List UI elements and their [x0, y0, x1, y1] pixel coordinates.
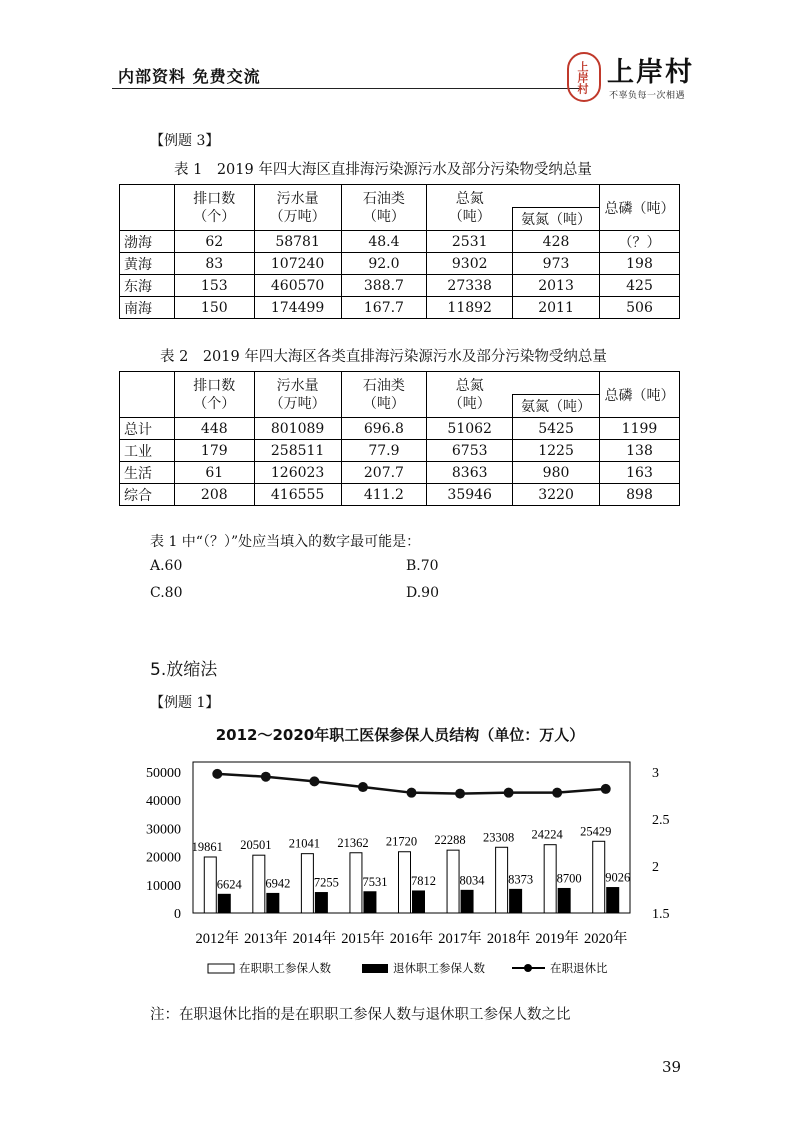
col-outlets: 排口数: [193, 377, 236, 394]
table1-cell: 27338: [427, 275, 513, 297]
bar-retired-workers: [510, 889, 522, 913]
table2-cell: 448: [174, 418, 254, 440]
table1-cell: 2011: [513, 297, 600, 319]
table1-cell: 460570: [254, 275, 341, 297]
table2-cell: 51062: [427, 418, 513, 440]
table2-row-header: 总计: [120, 418, 175, 440]
table1-cell: 58781: [254, 231, 341, 253]
data-label-active: 25429: [580, 824, 612, 839]
brand-slogan: 不辜负每一次相遇: [609, 91, 686, 101]
ratio-point: [504, 788, 514, 798]
x-tick-label: 2020年: [583, 931, 628, 947]
x-tick-label: 2019年: [535, 931, 579, 947]
data-label-retired: 7812: [411, 873, 436, 888]
ratio-point: [601, 784, 611, 794]
bar-retired-workers: [218, 894, 230, 913]
table2-title: 表 2 2019 年四大海区各类直排海污染源污水及部分污染物受纳总量: [160, 349, 607, 365]
table2-cell: 138: [600, 440, 680, 462]
ratio-point: [212, 769, 222, 779]
bar-active-workers: [496, 847, 508, 913]
table2-cell: 258511: [254, 440, 341, 462]
bar-retired-workers: [607, 888, 619, 913]
option-c[interactable]: C.80: [150, 585, 183, 601]
y-left-tick-label: 0: [174, 907, 181, 922]
table2-cell: 980: [513, 462, 600, 484]
table1-cell: 83: [174, 253, 254, 275]
question-text: 表 1 中“（？）”处应当填入的数字最可能是：: [150, 534, 421, 550]
table2-cell: 3220: [513, 484, 600, 506]
section-title: 5.放缩法: [150, 660, 218, 680]
legend-label-active: 在职职工参保人数: [239, 961, 331, 975]
table1-cell: 153: [174, 275, 254, 297]
data-label-retired: 6624: [216, 877, 242, 892]
bar-active-workers: [399, 852, 411, 913]
data-label-retired: 8034: [459, 873, 485, 888]
data-label-retired: 7531: [362, 874, 388, 889]
table2-row-header: 综合: [120, 484, 175, 506]
col-oil: 石油类: [362, 190, 405, 207]
col-nitrogen-unit: （吨）: [448, 208, 491, 225]
table2-cell: 208: [174, 484, 254, 506]
option-a[interactable]: A.60: [150, 558, 183, 574]
ratio-point: [407, 788, 417, 798]
col-outlets-unit: （个）: [193, 208, 236, 225]
table2-cell: 5425: [513, 418, 600, 440]
bar-retired-workers: [413, 891, 425, 913]
table1-cell: 973: [513, 253, 600, 275]
data-label-retired: 7255: [313, 875, 339, 890]
bar-active-workers: [204, 857, 216, 913]
table1-cell: 428: [513, 231, 600, 253]
y-left-tick-label: 10000: [146, 878, 181, 894]
col-oil-unit: （吨）: [362, 208, 405, 225]
table2-cell: 207.7: [341, 462, 427, 484]
table2-cell: 179: [174, 440, 254, 462]
bar-retired-workers: [364, 892, 376, 913]
bar-retired-workers: [461, 890, 473, 913]
col-oil-unit: （吨）: [362, 395, 405, 412]
legend-label-ratio: 在职退休比: [550, 961, 608, 975]
table2-cell: 801089: [254, 418, 341, 440]
col-sewage: 污水量: [276, 190, 319, 207]
col-sewage-unit: （万吨）: [269, 395, 326, 412]
option-b[interactable]: B.70: [406, 558, 439, 574]
table1-cell: 150: [174, 297, 254, 319]
col-phosphorus: 总磷（吨）: [600, 185, 680, 231]
table2-cell: 1225: [513, 440, 600, 462]
data-label-active: 21362: [337, 835, 369, 850]
table2-row-header: 生活: [120, 462, 175, 484]
ratio-point: [455, 789, 465, 799]
table1-cell: （？）: [600, 231, 680, 253]
col-ammonia: 氨氮（吨）: [513, 395, 600, 418]
option-d[interactable]: D.90: [406, 585, 439, 601]
y-left-tick-label: 30000: [146, 822, 181, 838]
ratio-point: [552, 788, 562, 798]
table1-row-header: 黄海: [120, 253, 175, 275]
data-label-retired: 6942: [265, 876, 291, 891]
y-left-tick-label: 50000: [146, 766, 181, 781]
col-nitrogen: 总氮: [455, 377, 484, 394]
table1-cell: 48.4: [341, 231, 427, 253]
table2-cell: 8363: [427, 462, 513, 484]
table2-cell: 61: [174, 462, 254, 484]
brand-seal: 上岸村: [567, 52, 601, 102]
ratio-point: [358, 782, 368, 792]
table2-cell: 416555: [254, 484, 341, 506]
col-sewage: 污水量: [276, 377, 319, 394]
col-outlets-unit: （个）: [193, 395, 236, 412]
example3-label: 【例题 3】: [150, 133, 220, 149]
col-nitrogen: 总氮: [455, 190, 484, 207]
col-oil: 石油类: [362, 377, 405, 394]
x-tick-label: 2018年: [486, 931, 531, 947]
bar-retired-workers: [267, 893, 279, 913]
ratio-point: [261, 772, 271, 782]
table1-cell: 388.7: [341, 275, 427, 297]
data-label-active: 22288: [434, 833, 466, 848]
legend-label-retired: 退休职工参保人数: [393, 961, 485, 975]
col-ammonia: 氨氮（吨）: [513, 208, 600, 231]
bar-active-workers: [593, 841, 605, 913]
header-left-text: 内部资料 免费交流: [118, 67, 261, 86]
table1-cell: 198: [600, 253, 680, 275]
data-label-active: 21720: [385, 834, 418, 849]
col-outlets: 排口数: [193, 190, 236, 207]
ratio-point: [309, 776, 319, 786]
y-right-tick-label: 2.5: [652, 813, 670, 828]
bar-active-workers: [253, 855, 265, 913]
data-label-retired: 9026: [605, 870, 631, 885]
data-label-active: 20501: [240, 838, 272, 853]
x-tick-label: 2015年: [341, 931, 385, 947]
example1-label: 【例题 1】: [150, 695, 220, 711]
data-label-active: 24224: [531, 827, 563, 842]
x-tick-label: 2012年: [195, 931, 240, 947]
page-number: 39: [662, 1058, 682, 1076]
legend-swatch-active: [208, 964, 234, 973]
bar-retired-workers: [558, 888, 570, 913]
col-phosphorus: 总磷（吨）: [600, 372, 680, 418]
table1-cell: 62: [174, 231, 254, 253]
data-label-retired: 8373: [508, 872, 534, 887]
y-right-tick-label: 1.5: [652, 907, 670, 922]
table2-cell: 163: [600, 462, 680, 484]
table1-cell: 11892: [427, 297, 513, 319]
table1-cell: 425: [600, 275, 680, 297]
table2-cell: 411.2: [341, 484, 427, 506]
table1-row-header: 渤海: [120, 231, 175, 253]
table1-cell: 174499: [254, 297, 341, 319]
table2-cell: 696.8: [341, 418, 427, 440]
table1-row-header: 南海: [120, 297, 175, 319]
chart-title: 2012～2020年职工医保参保人员结构（单位：万人）: [215, 726, 585, 744]
bar-active-workers: [301, 854, 313, 913]
legend-swatch-retired: [362, 964, 388, 973]
x-tick-label: 2017年: [438, 931, 482, 947]
col-sewage-unit: （万吨）: [269, 208, 326, 225]
table1-cell: 2531: [427, 231, 513, 253]
x-tick-label: 2016年: [389, 931, 434, 947]
x-tick-label: 2014年: [292, 931, 337, 947]
bar-active-workers: [350, 853, 362, 913]
data-label-active: 21041: [288, 836, 321, 851]
y-left-tick-label: 40000: [146, 794, 181, 810]
table2-cell: 898: [600, 484, 680, 506]
x-tick-label: 2013年: [244, 931, 288, 947]
bar-active-workers: [544, 845, 556, 913]
table1-cell: 167.7: [341, 297, 427, 319]
table2-cell: 35946: [427, 484, 513, 506]
y-right-tick-label: 2: [652, 860, 659, 875]
table1-cell: 506: [600, 297, 680, 319]
brand-name: 上岸村: [607, 57, 694, 88]
table1-row-header: 东海: [120, 275, 175, 297]
table1-cell: 9302: [427, 253, 513, 275]
table1-cell: 92.0: [341, 253, 427, 275]
table1-cell: 2013: [513, 275, 600, 297]
y-left-tick-label: 20000: [146, 850, 181, 866]
data-label-retired: 8700: [556, 871, 582, 886]
table2-cell: 77.9: [341, 440, 427, 462]
table2-cell: 1199: [600, 418, 680, 440]
table1-title: 表 1 2019 年四大海区直排海污染源污水及部分污染物受纳总量: [174, 162, 592, 178]
table2-cell: 6753: [427, 440, 513, 462]
legend-swatch-dot: [524, 964, 532, 972]
table2-cell: 126023: [254, 462, 341, 484]
data-label-active: 19861: [191, 839, 223, 854]
bar-active-workers: [447, 850, 459, 913]
col-nitrogen-unit: （吨）: [448, 395, 491, 412]
table2-row-header: 工业: [120, 440, 175, 462]
data-label-active: 23308: [482, 830, 515, 845]
bar-retired-workers: [315, 893, 327, 913]
table1-cell: 107240: [254, 253, 341, 275]
footnote: 注：在职退休比指的是在职职工参保人数与退休职工参保人数之比: [150, 1007, 571, 1023]
y-right-tick-label: 3: [652, 766, 659, 781]
